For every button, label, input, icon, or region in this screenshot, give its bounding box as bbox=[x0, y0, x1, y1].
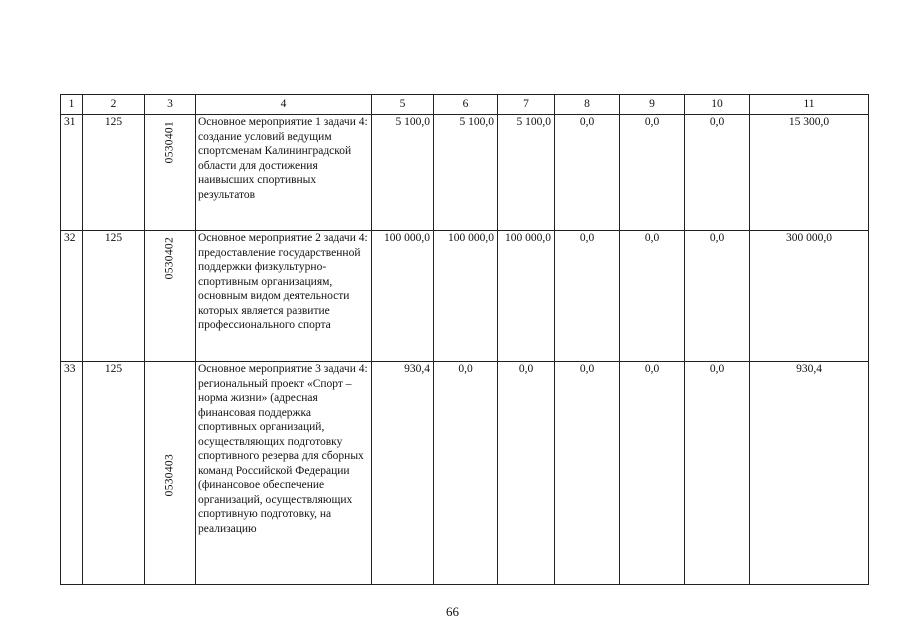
value-col6: 100 000,0 bbox=[434, 231, 498, 362]
target-article-code: 0530401 bbox=[163, 121, 176, 164]
chapter-code: 125 bbox=[83, 362, 145, 585]
budget-table bbox=[60, 94, 869, 585]
chapter-code: 125 bbox=[83, 231, 145, 362]
table-row bbox=[61, 115, 869, 231]
page-number: 66 bbox=[446, 604, 459, 619]
value-total: 930,4 bbox=[750, 362, 869, 585]
column-header: 10 bbox=[685, 95, 750, 115]
table-row bbox=[61, 362, 869, 585]
column-header: 2 bbox=[83, 95, 145, 115]
value-col10: 0,0 bbox=[685, 115, 750, 231]
value-total: 300 000,0 bbox=[750, 231, 869, 362]
header-row bbox=[61, 95, 869, 115]
value-col5: 930,4 bbox=[372, 362, 434, 585]
value-col9: 0,0 bbox=[620, 231, 685, 362]
value-col5: 100 000,0 bbox=[372, 231, 434, 362]
column-header: 11 bbox=[750, 95, 869, 115]
measure-description: Основное мероприятие 2 задачи 4: предоставление государственной поддержки физкультурно-спортивным организациям, основным видом деятельности которых является развитие профессионального спорта bbox=[196, 231, 372, 362]
value-col7: 0,0 bbox=[498, 362, 555, 585]
value-col5: 5 100,0 bbox=[372, 115, 434, 231]
target-article-code: 0530403 bbox=[163, 454, 176, 497]
value-col8: 0,0 bbox=[555, 231, 620, 362]
column-header: 4 bbox=[196, 95, 372, 115]
column-header: 8 bbox=[555, 95, 620, 115]
target-article-code: 0530402 bbox=[163, 237, 176, 280]
value-col8: 0,0 bbox=[555, 362, 620, 585]
code-cell bbox=[145, 231, 196, 362]
value-col10: 0,0 bbox=[685, 362, 750, 585]
code-cell bbox=[145, 362, 196, 585]
column-header: 6 bbox=[434, 95, 498, 115]
code-cell bbox=[145, 115, 196, 231]
value-col10: 0,0 bbox=[685, 231, 750, 362]
row-number: 33 bbox=[61, 362, 83, 585]
value-total: 15 300,0 bbox=[750, 115, 869, 231]
column-header: 3 bbox=[145, 95, 196, 115]
row-number: 32 bbox=[61, 231, 83, 362]
value-col9: 0,0 bbox=[620, 362, 685, 585]
value-col6: 5 100,0 bbox=[434, 115, 498, 231]
row-number: 31 bbox=[61, 115, 83, 231]
column-header: 1 bbox=[61, 95, 83, 115]
measure-description: Основное мероприятие 1 задачи 4: создание условий ведущим спортсменам Калининградской области для достижения наивысших спортивных результатов bbox=[196, 115, 372, 231]
column-header: 7 bbox=[498, 95, 555, 115]
value-col7: 5 100,0 bbox=[498, 115, 555, 231]
value-col6: 0,0 bbox=[434, 362, 498, 585]
table-row bbox=[61, 231, 869, 362]
value-col8: 0,0 bbox=[555, 115, 620, 231]
chapter-code: 125 bbox=[83, 115, 145, 231]
value-col7: 100 000,0 bbox=[498, 231, 555, 362]
measure-description: Основное мероприятие 3 задачи 4: региональный проект «Спорт – норма жизни» (адресная финансовая поддержка спортивных организаций, осуществляющих подготовку спортивного резерва для сборных команд Российской Федерации (финансовое обеспечение организаций, осуществляющих спортивную подготовку, на реализацию bbox=[196, 362, 372, 585]
value-col9: 0,0 bbox=[620, 115, 685, 231]
column-header: 9 bbox=[620, 95, 685, 115]
column-header: 5 bbox=[372, 95, 434, 115]
